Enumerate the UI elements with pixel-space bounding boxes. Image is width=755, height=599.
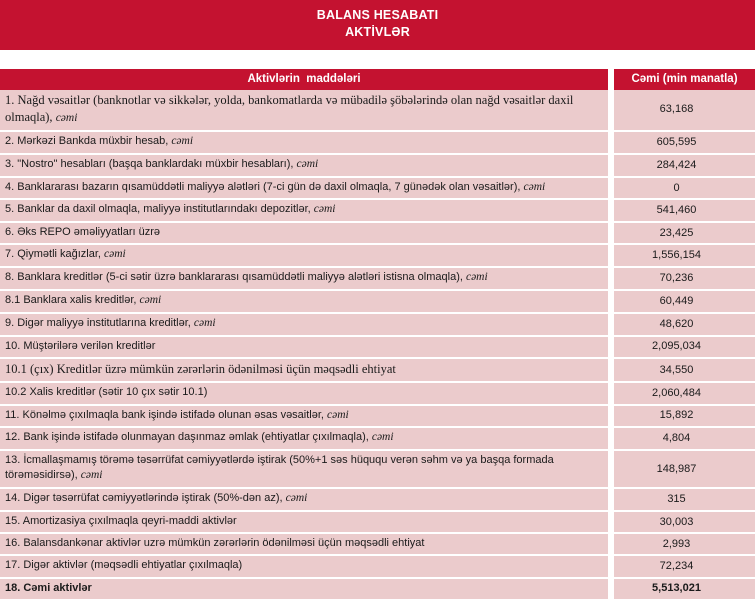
row-label: 12. Bank işində istifadə olunmayan daşınmaz əmlak (ehtiyatlar çıxılmaqla),: [5, 431, 372, 444]
row-description: [0, 200, 614, 223]
row-description: [0, 178, 614, 201]
table-row: [0, 359, 755, 383]
row-label: 15. Amortizasiya çıxılmaqla qeyri-maddi aktivlər: [5, 515, 237, 528]
report-title-primary: BALANS HESABATI: [316, 8, 439, 22]
row-label: 3. "Nostro" hesabları (başqa banklardakı müxbir hesabları),: [5, 157, 297, 170]
row-label: 4. Banklararası bazarın qısamüddətli maliyyə alətləri (7-ci gün də daxil olmaqla, 7 günədək olan vəsaitlər),: [5, 180, 524, 193]
row-label: 14. Digər təsərrüfat cəmiyyətlərində iştirak (50%-dən az),: [5, 492, 286, 505]
table-row: [0, 406, 755, 429]
table-row: [0, 383, 755, 405]
row-label: 11. Könəlmə çıxılmaqla bank işində istifadə olunan əsas vəsaitlər,: [5, 408, 328, 421]
row-description: [0, 534, 614, 556]
row-value: 148,987: [614, 451, 755, 489]
assets-table: [0, 69, 755, 599]
row-label-suffix: cəmi: [465, 271, 488, 284]
row-label-suffix: cəmi: [371, 431, 394, 444]
row-description: [0, 383, 614, 405]
table-row: [0, 579, 755, 599]
table-row: [0, 428, 755, 451]
row-value: 0: [614, 178, 755, 201]
row-value: 23,425: [614, 223, 755, 245]
row-description: [0, 132, 614, 155]
row-value: 15,892: [614, 406, 755, 429]
row-value: 2,060,484: [614, 383, 755, 405]
row-label: 13. İcmallaşmamış törəmə təsərrüfat cəmiyyətlərdə iştirak (50%+1 səs hüququ verən səhm və ya başqa formada törəməsidirsə),: [5, 454, 554, 482]
row-description: [0, 245, 614, 268]
table-row: [0, 268, 755, 291]
row-label-suffix: cəmi: [171, 134, 194, 147]
row-label-suffix: cəmi: [327, 408, 349, 421]
table-row: [0, 534, 755, 556]
table-row: [0, 556, 755, 578]
row-description: [0, 155, 614, 178]
row-label-suffix: cəmi: [55, 112, 78, 124]
row-label-suffix: cəmi: [523, 180, 546, 193]
row-value: 60,449: [614, 291, 755, 314]
row-description: [0, 406, 614, 429]
banner-spacer: [0, 50, 755, 69]
row-value: 63,168: [614, 90, 755, 132]
table-row: [0, 291, 755, 314]
table-row: [0, 132, 755, 155]
row-label-suffix: cəmi: [139, 294, 162, 307]
row-description: [0, 223, 614, 245]
column-header-value: Cəmi (min manatla): [614, 69, 755, 90]
row-description: [0, 579, 614, 599]
row-label: 1. Nağd vəsaitlər (banknotlar və sikkələr, yolda, bankomatlarda və mübadilə şöbələrində olan nağd vəsaitlər daxil olmaqla),: [5, 92, 574, 124]
table-row: [0, 245, 755, 268]
row-label: 10.2 Xalis kreditlər (sətir 10 çıx sətir 10.1): [5, 386, 208, 399]
row-value: 5,513,021: [614, 579, 755, 599]
row-label: 8. Banklara kreditlər (5-ci sətir üzrə banklararası qısamüddətli maliyyə alətləri istisna olmaqla),: [5, 271, 466, 284]
row-value: 4,804: [614, 428, 755, 451]
row-value: 284,424: [614, 155, 755, 178]
table-header: [0, 69, 755, 90]
row-label: 8.1 Banklara xalis kreditlər,: [5, 294, 140, 307]
table-row: [0, 314, 755, 337]
row-value: 72,234: [614, 556, 755, 578]
row-description: [0, 268, 614, 291]
row-label: 7. Qiymətli kağızlar,: [5, 248, 105, 261]
row-label: 9. Digər maliyyə institutlarına kreditlər,: [5, 317, 194, 330]
row-description: [0, 489, 614, 512]
row-label: 2. Mərkəzi Bankda müxbir hesab,: [5, 134, 172, 147]
table-row: [0, 512, 755, 534]
row-value: 605,595: [614, 132, 755, 155]
row-label: 6. Əks REPO əməliyyatları üzrə: [5, 226, 160, 239]
table-body: [0, 90, 755, 599]
report-title-banner: [0, 0, 755, 50]
row-value: 48,620: [614, 314, 755, 337]
row-description: [0, 451, 614, 489]
row-description: [0, 512, 614, 534]
row-label-suffix: cəmi: [296, 157, 319, 170]
row-label: 17. Digər aktivlər (məqsədli ehtiyatlar çıxılmaqla): [5, 559, 243, 572]
row-description: [0, 314, 614, 337]
row-value: 2,993: [614, 534, 755, 556]
row-label: 10. Müştərilərə verilən kreditlər: [5, 339, 156, 352]
row-label-suffix: cəmi: [80, 469, 103, 482]
row-value: 1,556,154: [614, 245, 755, 268]
table-row: [0, 451, 755, 489]
row-label: 16. Balansdankənar aktivlər uzrə mümkün zərərlərin ödənilməsi üçün məqsədli ehtiyat: [5, 537, 425, 550]
row-description: [0, 359, 614, 383]
row-value: 315: [614, 489, 755, 512]
row-description: [0, 428, 614, 451]
column-header-description: Aktivlərin maddələri: [0, 69, 614, 90]
row-value: 70,236: [614, 268, 755, 291]
table-row: [0, 178, 755, 201]
table-row: [0, 223, 755, 245]
row-description: [0, 90, 614, 132]
report-title-secondary: AKTİVLƏR: [345, 24, 410, 39]
table-row: [0, 489, 755, 512]
row-description: [0, 337, 614, 359]
row-value: 2,095,034: [614, 337, 755, 359]
row-label: 10.1 (çıx) Kreditlər üzrə mümkün zərərlərin ödənilməsi üçün məqsədli ehtiyat: [5, 362, 396, 377]
row-label-suffix: cəmi: [285, 492, 308, 505]
row-label: 18. Cəmi aktivlər: [5, 581, 92, 594]
row-value: 34,550: [614, 359, 755, 383]
table-row: [0, 90, 755, 132]
row-value: 30,003: [614, 512, 755, 534]
table-row: [0, 200, 755, 223]
table-row: [0, 155, 755, 178]
row-label-suffix: cəmi: [313, 203, 336, 216]
row-label-suffix: cəmi: [193, 317, 216, 330]
row-description: [0, 556, 614, 578]
row-value: 541,460: [614, 200, 755, 223]
row-label-suffix: cəmi: [104, 248, 126, 261]
table-header-row: [0, 69, 755, 90]
row-label: 5. Banklar da daxil olmaqla, maliyyə institutlarındakı depozitlər,: [5, 203, 314, 216]
row-description: [0, 291, 614, 314]
table-row: [0, 337, 755, 359]
